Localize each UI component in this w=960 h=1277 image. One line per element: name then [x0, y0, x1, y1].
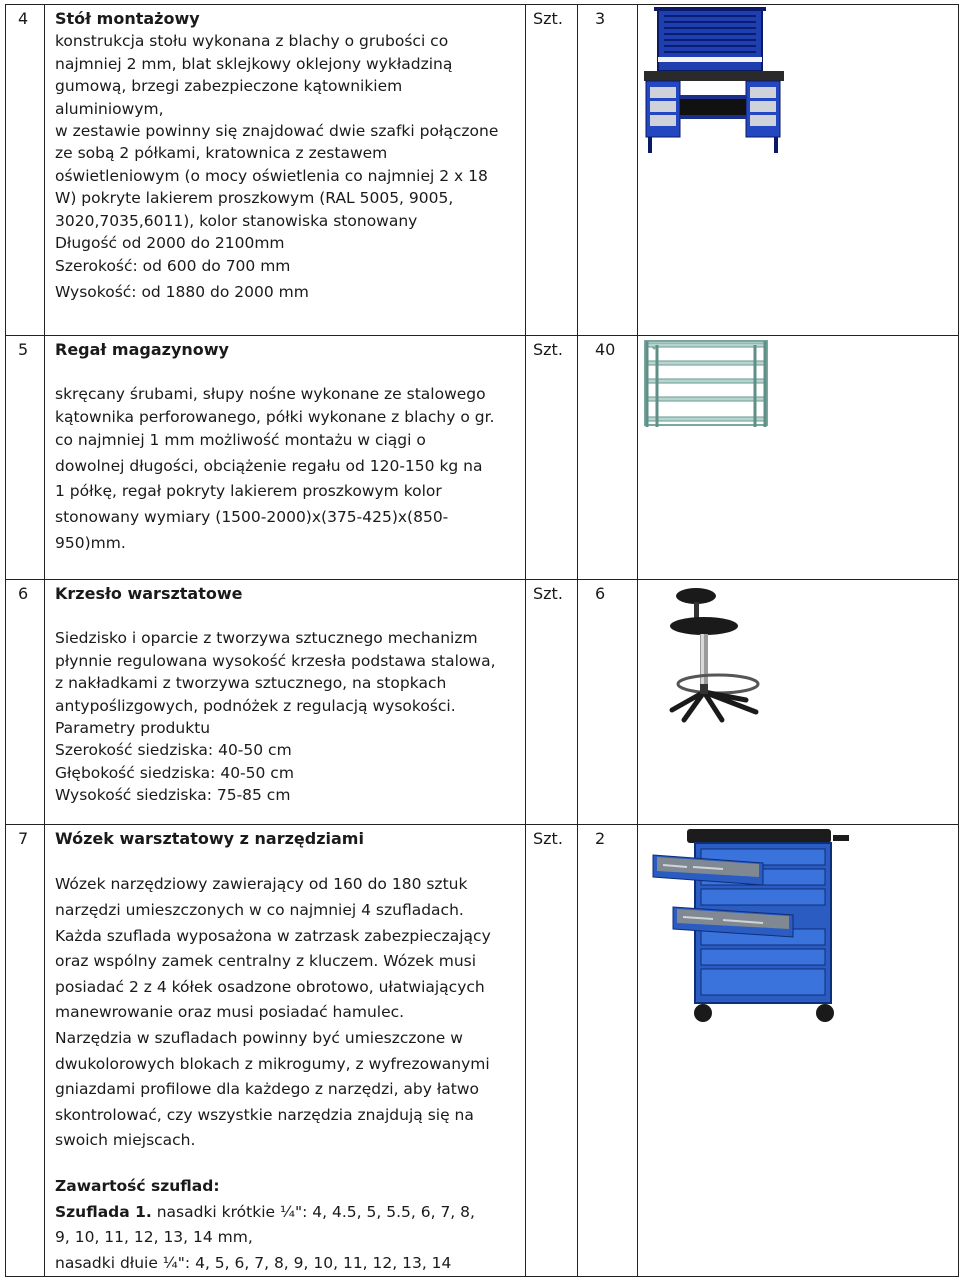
desc-line: co najmniej 1 mm możliwość montażu w ciągi o	[55, 431, 426, 450]
unit-cell: Szt.	[526, 825, 578, 1277]
desc-line: dwukolorowych blokach z mikrogumy, z wyfrezowanymi	[55, 1054, 490, 1073]
desc-line: posiadać 2 z 4 kółek osadzone obrotowo, ułatwiających	[55, 977, 485, 996]
shelving-rack-image	[641, 339, 771, 429]
items-table	[5, 4, 959, 1277]
desc-line: gniazdami profilowe dla każdego z narzędzi, aby łatwo	[55, 1080, 479, 1099]
table-row	[6, 825, 959, 1277]
desc-line: płynnie regulowana wysokość krzesła podstawa stalowa,	[55, 651, 496, 670]
item-title: Krzesło warsztatowe	[55, 584, 243, 603]
drawer-1-line	[55, 1200, 521, 1226]
quantity-cell: 6	[578, 580, 638, 825]
row-number: 5	[6, 336, 45, 580]
workbench-image	[644, 7, 784, 157]
desc-line: 1 półkę, regał pokryty lakierem proszkowym kolor	[55, 482, 442, 501]
desc-line: swoich miejscach.	[55, 1131, 196, 1150]
desc-line: skontrolować, czy wszystkie narzędzia znajdują się na	[55, 1105, 474, 1124]
desc-line: aluminiowym,	[55, 99, 164, 118]
desc-line: Długość od 2000 do 2100mm	[55, 234, 285, 253]
desc-line: dowolnej długości, obciążenie regału od 120-150 kg na	[55, 456, 483, 475]
desc-line: Wysokość siedziska: 75-85 cm	[55, 786, 291, 805]
item-description	[45, 5, 526, 336]
desc-line: Parametry produktu	[55, 719, 211, 738]
desc-line: oraz wspólny zamek centralny z kluczem. Wózek musi	[55, 952, 477, 971]
desc-line: W) pokryte lakierem proszkowym (RAL 5005, 9005,	[55, 189, 454, 208]
desc-line: antypoślizgowych, podnóżek z regulacją wysokości.	[55, 696, 456, 715]
unit-cell: Szt.	[526, 580, 578, 825]
image-cell	[638, 336, 959, 580]
desc-line: nasadki dłuie ¼": 4, 5, 6, 7, 8, 9, 10, 11, 12, 13, 14	[55, 1253, 452, 1272]
desc-line: Wózek narzędziowy zawierający od 160 do 180 sztuk	[55, 875, 468, 894]
quantity-cell: 3	[578, 5, 638, 336]
desc-line: manewrowanie oraz musi posiadać hamulec.	[55, 1003, 405, 1022]
quantity-cell: 40	[578, 336, 638, 580]
table-row	[6, 580, 959, 825]
item-description	[45, 825, 526, 1277]
desc-line: Siedzisko i oparcie z tworzywa sztucznego mechanizm	[55, 629, 478, 648]
desc-line: Każda szuflada wyposażona w zatrzask zabezpieczający	[55, 926, 491, 945]
desc-line: kątownika perforowanego, półki wykonane z blachy o gr.	[55, 407, 495, 426]
item-description	[45, 336, 526, 580]
item-title: Regał magazynowy	[55, 340, 229, 359]
row-number: 7	[6, 825, 45, 1277]
image-cell	[638, 825, 959, 1277]
desc-line: najmniej 2 mm, blat sklejkowy oklejony wykładziną	[55, 54, 453, 73]
desc-line: w zestawie powinny się znajdować dwie szafki połączone	[55, 122, 499, 141]
desc-line: gumową, brzegi zabezpieczone kątownikiem	[55, 77, 403, 96]
desc-line: skręcany śrubami, słupy nośne wykonane ze stalowego	[55, 385, 486, 404]
row-number: 6	[6, 580, 45, 825]
desc-line: Głębokość siedziska: 40-50 cm	[55, 763, 294, 782]
desc-line: oświetleniowym (o mocy oświetlenia co najmniej 2 x 18	[55, 166, 488, 185]
desc-line: konstrukcja stołu wykonana z blachy o grubości co	[55, 32, 449, 51]
contents-heading: Zawartość szuflad:	[55, 1176, 220, 1195]
desc-line: 950)mm.	[55, 533, 126, 552]
image-cell	[638, 580, 959, 825]
drawer-1-label: Szuflada 1.	[55, 1202, 152, 1221]
desc-line: Wysokość: od 1880 do 2000 mm	[55, 283, 309, 302]
desc-line: narzędzi umieszczonych w co najmniej 4 szufladach.	[55, 901, 464, 919]
quantity-cell: 2	[578, 825, 638, 1277]
table-row	[6, 336, 959, 580]
desc-line: 3020,7035,6011), kolor stanowiska stonowany	[55, 211, 418, 230]
item-title: Stół montażowy	[55, 9, 200, 28]
tool-trolley-image	[643, 825, 858, 1035]
desc-line: ze sobą 2 półkami, kratownica z zestawem	[55, 144, 388, 163]
row-number: 4	[6, 5, 45, 336]
unit-cell: Szt.	[526, 5, 578, 336]
drawer-1-text: nasadki krótkie ¼": 4, 4.5, 5, 5.5, 6, 7, 8,	[151, 1202, 475, 1221]
workshop-chair-image	[660, 588, 775, 728]
desc-line: stonowany wymiary (1500-2000)x(375-425)x(850-	[55, 508, 449, 526]
table-row	[6, 5, 959, 336]
desc-line: Narzędzia w szufladach powinny być umieszczone w	[55, 1028, 463, 1047]
item-description	[45, 580, 526, 825]
desc-line: Szerokość siedziska: 40-50 cm	[55, 741, 292, 760]
desc-line: z nakładkami z tworzywa sztucznego, na stopkach	[55, 674, 447, 693]
image-cell	[638, 5, 959, 336]
desc-line: 9, 10, 11, 12, 13, 14 mm,	[55, 1228, 253, 1247]
item-title: Wózek warsztatowy z narzędziami	[55, 829, 364, 848]
unit-cell: Szt.	[526, 336, 578, 580]
desc-line: Szerokość: od 600 do 700 mm	[55, 257, 291, 276]
